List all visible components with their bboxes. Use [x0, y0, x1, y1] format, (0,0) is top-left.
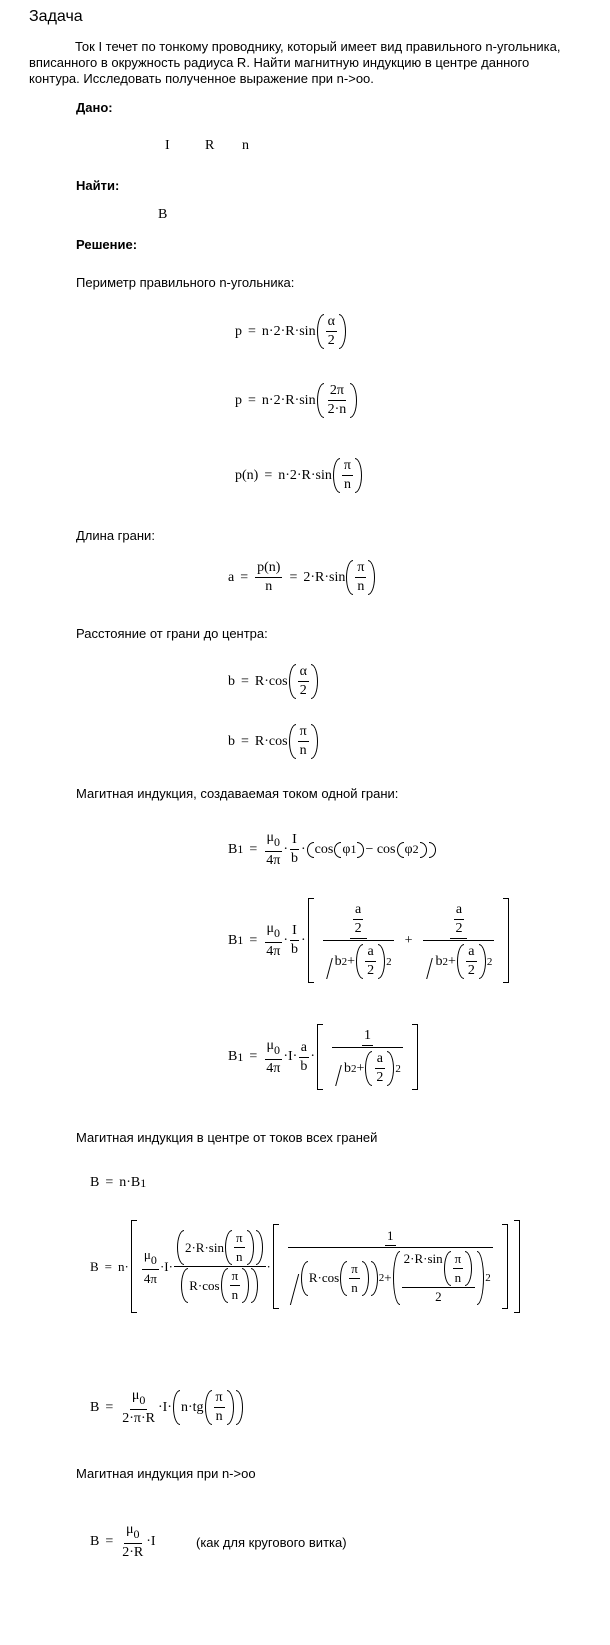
equation-perimeter-2: p = n·2·R·sin $\frac{2\pi}{2\cdot n}$: [235, 383, 358, 418]
equation-total-1: B = n·B 1: [90, 1175, 147, 1190]
section-perimeter: Периметр правильного n-угольника:: [76, 275, 295, 290]
equation-perimeter-3: p(n) = n·2·R·sin $\frac{\pi}{n}$: [235, 458, 363, 493]
equation-b1-2: B 1 = $\frac{\mu 0}{4\pi}$ · $\frac{I}{b}$ · $\frac{a}{2}$ b 2 + $\frac{a}{2}$ 2 + $\frac{a}{2}$ b 2 + $\frac{a}{2}$ 2: [228, 898, 511, 983]
equation-limit: B = $\frac{\mu 0}{2\cdot R}$ ·I: [90, 1522, 156, 1560]
given-label: Дано:: [76, 100, 113, 115]
section-b1: Магитная индукция, создаваемая током одной грани:: [76, 786, 399, 801]
equation-total-2: B = n· $\frac{\mu 0}{4\pi}$ ·I· 2·R·sin $\frac{\pi}{n}$ R·cos $\frac{\pi}{n}$ · 1 R·cos $\frac{\pi}{n}$ 2 + 2·R·sin $\frac{\pi}{n}$ 2 2: [90, 1220, 522, 1313]
find-var-b: B: [158, 207, 168, 222]
solution-label: Решение:: [76, 237, 138, 252]
given-var-i: I: [165, 138, 170, 153]
equation-b1-3: B 1 = $\frac{\mu 0}{4\pi}$ ·I· $\frac{a}{b}$ · 1 b 2 + $\frac{a}{2}$ 2: [228, 1024, 420, 1090]
equation-distance-2: b = R·cos $\frac{\pi}{n}$: [228, 724, 319, 759]
section-limit: Магитная индукция при n->oo: [76, 1466, 256, 1481]
equation-perimeter-1: p = n·2·R·sin $\frac{\alpha}{2}$: [235, 314, 347, 349]
section-side: Длина грани:: [76, 528, 155, 543]
page-title: Задача: [29, 8, 83, 25]
equation-distance-1: b = R·cos $\frac{\alpha}{2}$: [228, 664, 319, 699]
given-var-n: n: [242, 138, 249, 153]
equation-total-3: B = $\frac{\mu 0}{2\cdot\pi\cdot R}$ ·I· n·tg $\frac{\pi}{n}$: [90, 1388, 244, 1427]
given-var-r: R: [205, 138, 215, 153]
find-label: Найти:: [76, 178, 120, 193]
section-distance: Расстояние от грани до центра:: [76, 626, 268, 641]
equation-b1-1: B 1 = $\frac{\mu 0}{4\pi}$ · $\frac{I}{b}$ · cos φ 1 − cos φ 2: [228, 830, 437, 869]
note-circular-loop: (как для кругового витка): [196, 1535, 347, 1550]
section-total: Магитная индукция в центре от токов всех граней: [76, 1130, 378, 1145]
problem-statement: Ток I течет по тонкому проводнику, который имеет вид правильного n-угольника, вписанного в окружность радиуса R. Найти магнитную индукцию в центре данного контура. Исследовать полученное выражение при n->oo.: [29, 39, 561, 86]
equation-side: a = $\frac{p(n)}{n}$ = 2·R·sin $\frac{\pi}{n}$: [228, 560, 376, 595]
